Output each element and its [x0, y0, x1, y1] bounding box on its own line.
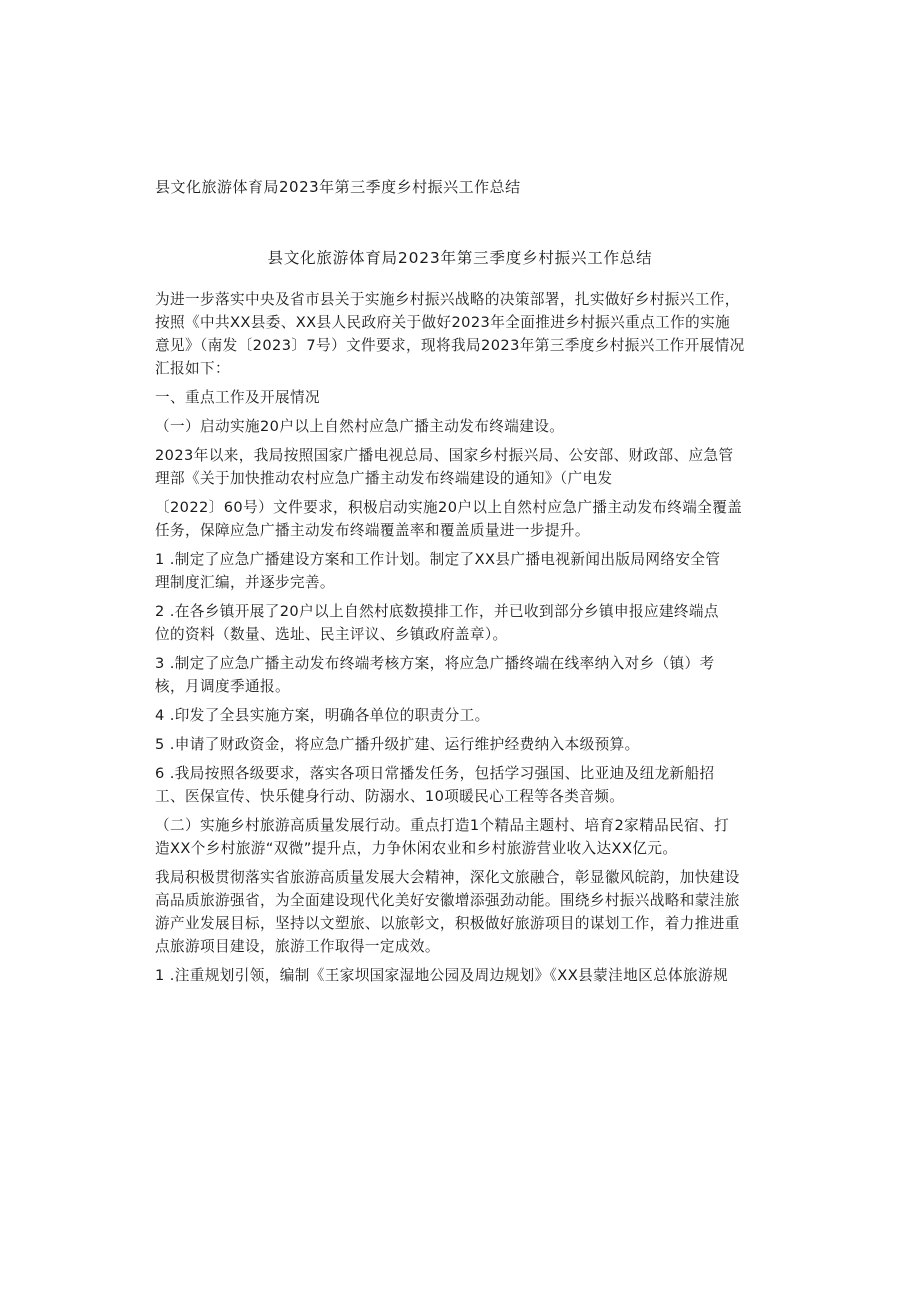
text-line: 核，月调度季通报。 [155, 678, 290, 695]
text-line: 点旅游项目建设，旅游工作取得一定成效。 [155, 938, 440, 955]
text-line: 理部《关于加快推动农村应急广播主动发布终端建设的通知》（广电发 [155, 470, 613, 487]
document-body [155, 288, 767, 987]
text-line: 工、医保宣传、快乐健身行动、防溺水、10项暖民心工程等各类音频。 [155, 788, 625, 805]
text-line: （一）启动实施20户以上自然村应急广播主动发布终端建设。 [155, 418, 565, 435]
paragraph [155, 288, 767, 380]
text-line: 〔2022〕60号）文件要求，积极启动实施20户以上自然村应急广播主动发布终端全覆盖 [155, 499, 743, 516]
text-line: 游产业发展目标，坚持以文塑旅、以旅彰文，积极做好旅游项目的谋划工作，着力推进重 [155, 915, 740, 932]
document-title: 县文化旅游体育局2023年第三季度乡村振兴工作总结 [267, 249, 653, 267]
text-line: 3 .制定了应急广播主动发布终端考核方案，将应急广播终端在线率纳入对乡（镇）考 [155, 655, 715, 672]
text-line: 任务，保障应急广播主动发布终端覆盖率和覆盖质量进一步提升。 [155, 522, 590, 539]
text-line: 造XX个乡村旅游“双微”提升点，力争休闲农业和乡村旅游营业收入达XX亿元。 [155, 840, 678, 857]
text-line: 1 .制定了应急广播建设方案和工作计划。制定了XX县广播电视新闻出版局网络安全管 [155, 551, 721, 568]
text-line: 按照《中共XX县委、XX县人民政府关于做好2023年全面推进乡村振兴重点工作的实施 [155, 314, 731, 331]
document-header: 县文化旅游体育局2023年第三季度乡村振兴工作总结 [155, 178, 521, 196]
text-line: 2 .在各乡镇开展了20户以上自然村底数摸排工作，并已收到部分乡镇申报应建终端点 [155, 603, 719, 620]
list-item [155, 733, 767, 756]
text-line: 一、重点工作及开展情况 [155, 389, 320, 406]
list-item [155, 964, 767, 987]
text-line: （二）实施乡村旅游高质量发展行动。重点打造1个精品主题村、培育2家精品民宿、打 [155, 817, 730, 834]
text-line: 2023年以来，我局按照国家广播电视总局、国家乡村振兴局、公安部、财政部、应急管 [155, 447, 734, 464]
text-line: 我局积极贯彻落实省旅游高质量发展大会精神，深化文旅融合，彰显徽风皖韵，加快建设 [155, 869, 740, 886]
subsection-heading [155, 814, 767, 860]
paragraph [155, 444, 767, 490]
list-item [155, 600, 767, 646]
list-item [155, 548, 767, 594]
paragraph [155, 866, 767, 958]
list-item [155, 704, 767, 727]
list-item [155, 652, 767, 698]
text-line: 5 .申请了财政资金，将应急广播升级扩建、运行维护经费纳入本级预算。 [155, 736, 640, 753]
text-line: 6 .我局按照各级要求，落实各项日常播发任务，包括学习强国、比亚迪及纽龙新船招 [155, 765, 715, 782]
paragraph [155, 496, 767, 542]
subsection-heading [155, 415, 767, 438]
list-item [155, 762, 767, 808]
text-line: 1 .注重规划引领，编制《王家坝国家湿地公园及周边规划》《XX县蒙洼地区总体旅游规 [155, 967, 729, 984]
text-line: 理制度汇编，并逐步完善。 [155, 574, 335, 591]
text-line: 汇报如下： [155, 360, 230, 377]
text-line: 位的资料（数量、选址、民主评议、乡镇政府盖章）。 [155, 626, 508, 643]
section-heading [155, 386, 767, 409]
text-line: 4 .印发了全县实施方案，明确各单位的职责分工。 [155, 707, 490, 724]
text-line: 高品质旅游强省，为全面建设现代化美好安徽增添强劲动能。围绕乡村振兴战略和蒙洼旅 [155, 892, 740, 909]
text-line: 意见》（南发〔2023〕7号）文件要求，现将我局2023年第三季度乡村振兴工作开展情况 [155, 337, 745, 354]
text-line: 为进一步落实中央及省市县关于实施乡村振兴战略的决策部署，扎实做好乡村振兴工作， [155, 291, 740, 308]
